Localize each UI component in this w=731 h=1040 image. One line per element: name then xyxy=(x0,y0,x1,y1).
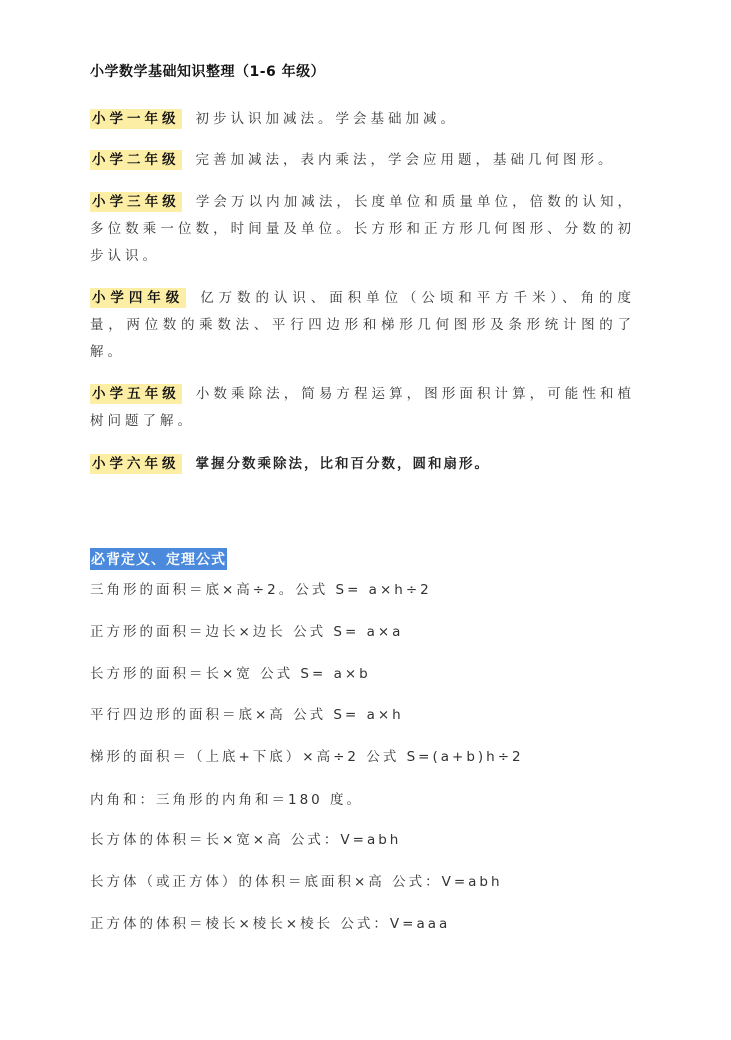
grade-2-label: 小学二年级 xyxy=(92,152,180,168)
grade-6-text: 掌握分数乘除法，比和百分数，圆和扇形。 xyxy=(195,456,490,472)
grade-6-label: 小学六年级 xyxy=(92,456,180,472)
grade-5-text: 小数乘除法，简易方程运算，图形面积计算，可能性和植树问题了解。 xyxy=(90,386,636,429)
formula-parallelogram-area: 平行四边形的面积＝底×高 公式 S= a×h xyxy=(90,707,404,723)
grade-1-label: 小学一年级 xyxy=(92,111,180,127)
grade-2-paragraph xyxy=(90,147,635,174)
formula-cuboid-volume: 长方体的体积＝长×宽×高 公式：V=abh xyxy=(90,832,402,848)
grade-5-paragraph xyxy=(90,381,635,435)
document-title: 小学数学基础知识整理（1-6 年级） xyxy=(90,64,326,80)
grade-1-text: 初步认识加减法。学会基础加减。 xyxy=(195,111,458,127)
grade-2-text: 完善加减法，表内乘法，学会应用题，基础几何图形。 xyxy=(195,152,616,168)
grade-4-label: 小学四年级 xyxy=(92,290,185,306)
grade-3-text: 学会万以内加减法，长度单位和质量单位，倍数的认知，多位数乘一位数，时间量及单位。长方形和正方形几何图形、分数的初步认识。 xyxy=(90,194,636,264)
grade-3-label: 小学三年级 xyxy=(92,194,180,210)
definitions-heading: 必背定义、定理公式 xyxy=(90,548,227,570)
grade-1-paragraph xyxy=(90,106,635,133)
formula-cube-volume: 正方体的体积＝棱长×棱长×棱长 公式：V=aaa xyxy=(90,916,451,932)
formula-square-area: 正方形的面积＝边长×边长 公式 S= a×a xyxy=(90,624,404,640)
grade-6-paragraph xyxy=(90,451,635,478)
grade-5-label: 小学五年级 xyxy=(92,386,180,402)
formula-cuboid-cube-volume: 长方体（或正方体）的体积＝底面积×高 公式：V=abh xyxy=(90,874,503,890)
formula-rectangle-area: 长方形的面积＝长×宽 公式 S= a×b xyxy=(90,666,371,682)
formula-trapezoid-area: 梯形的面积＝（上底+下底）×高÷2 公式 S=(a+b)h÷2 xyxy=(90,749,524,765)
grade-4-paragraph xyxy=(90,285,635,366)
grade-3-paragraph xyxy=(90,189,635,270)
grade-4-text: 亿万数的认识、面积单位（公顷和平方千米）、角的度量，两位数的乘数法、平行四边形和梯形几何图形及条形统计图的了解。 xyxy=(90,290,635,360)
formula-triangle-angle-sum: 内角和：三角形的内角和＝180 度。 xyxy=(90,792,364,808)
formula-triangle-area: 三角形的面积＝底×高÷2。公式 S= a×h÷2 xyxy=(90,582,432,598)
